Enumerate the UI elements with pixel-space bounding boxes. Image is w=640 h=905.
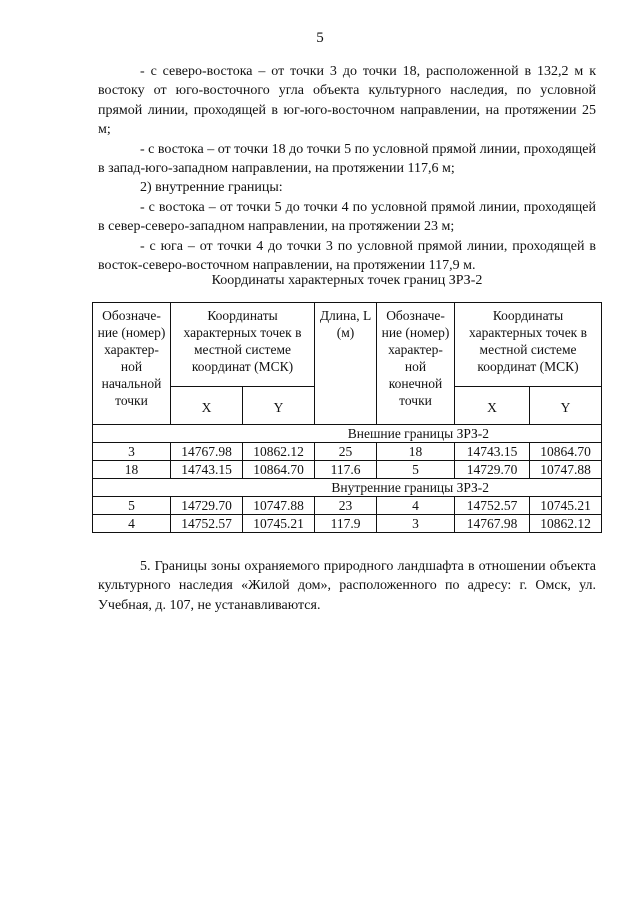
header-start-y: Y — [243, 387, 315, 425]
header-start-point: Обозначе-ние (номер) характер-ной начальной точки — [93, 303, 171, 425]
end-x-cell: 14767.98 — [455, 515, 530, 533]
start-y-cell: 10747.88 — [243, 497, 315, 515]
header-end-y: Y — [530, 387, 602, 425]
start-x-cell: 14767.98 — [171, 443, 243, 461]
length-cell: 23 — [315, 497, 377, 515]
closing-text — [98, 557, 596, 615]
table-title: Координаты характерных точек границ ЗРЗ-2 — [211, 273, 483, 288]
start-y-cell: 10745.21 — [243, 515, 315, 533]
length-cell: 117.9 — [315, 515, 377, 533]
paragraph-northeast-boundary: - с северо-востока – от точки 3 до точки 18, расположенной в 132,2 м к востоку от юго-восточного угла объекта культурного наследия, по условной прямой линии, проходящей в юг-юго-восточном направлении, на протяжении 25 м; — [98, 64, 596, 138]
header-end-coords: Координаты характерных точек в местной системе координат (МСК) — [455, 303, 602, 387]
start-x-cell: 14729.70 — [171, 497, 243, 515]
paragraph-east-boundary: - с востока – от точки 18 до точки 5 по условной прямой линии, проходящей в запад-юго-западном направлении, на протяжении 117,6 м; — [98, 141, 596, 177]
table-row — [93, 461, 602, 479]
length-cell: 25 — [315, 443, 377, 461]
header-end-x: X — [455, 387, 530, 425]
start-point-cell: 3 — [93, 443, 171, 461]
start-x-cell: 14743.15 — [171, 461, 243, 479]
header-length: Длина, L (м) — [315, 303, 377, 425]
end-point-cell: 18 — [377, 443, 455, 461]
start-x-cell: 14752.57 — [171, 515, 243, 533]
end-y-cell: 10745.21 — [530, 497, 602, 515]
start-point-cell: 5 — [93, 497, 171, 515]
table-row — [93, 497, 602, 515]
length-cell: 117.6 — [315, 461, 377, 479]
section-title-outer: Внешние границы ЗРЗ-2 — [93, 425, 602, 443]
table-row — [93, 443, 602, 461]
page-number: 5 — [316, 30, 324, 46]
start-point-cell: 18 — [93, 461, 171, 479]
start-point-cell: 4 — [93, 515, 171, 533]
start-y-cell: 10864.70 — [243, 461, 315, 479]
end-x-cell: 14752.57 — [455, 497, 530, 515]
paragraph-inner-east-boundary: - с востока – от точки 5 до точки 4 по условной прямой линии, проходящей в север-северо-западном направлении, на протяжении 23 м; — [98, 199, 596, 235]
start-y-cell: 10862.12 — [243, 443, 315, 461]
end-y-cell: 10862.12 — [530, 515, 602, 533]
end-x-cell: 14729.70 — [455, 461, 530, 479]
body-text — [98, 62, 596, 275]
paragraph-inner-boundaries-heading: 2) внутренние границы: — [140, 180, 283, 196]
header-start-coords: Координаты характерных точек в местной системе координат (МСК) — [171, 303, 315, 387]
paragraph-landscape-zone: 5. Границы зоны охраняемого природного ландшафта в отношении объекта культурного наследия «Жилой дом», расположенного по адресу: г. Омск, ул. Учебная, д. 107, не устанавливаются. — [98, 559, 596, 613]
end-x-cell: 14743.15 — [455, 443, 530, 461]
end-y-cell: 10864.70 — [530, 443, 602, 461]
header-start-x: X — [171, 387, 243, 425]
end-point-cell: 3 — [377, 515, 455, 533]
end-point-cell: 4 — [377, 497, 455, 515]
section-title-inner: Внутренние границы ЗРЗ-2 — [93, 479, 602, 497]
paragraph-inner-south-boundary: - с юга – от точки 4 до точки 3 по условной прямой линии, проходящей в восток-северо-восточном направлении, на протяжении 117,9 м. — [98, 238, 596, 274]
end-point-cell: 5 — [377, 461, 455, 479]
coordinates-table — [92, 302, 602, 533]
table-row — [93, 515, 602, 533]
header-end-point: Обозначе-ние (номер) характер-ной конечной точки — [377, 303, 455, 425]
end-y-cell: 10747.88 — [530, 461, 602, 479]
